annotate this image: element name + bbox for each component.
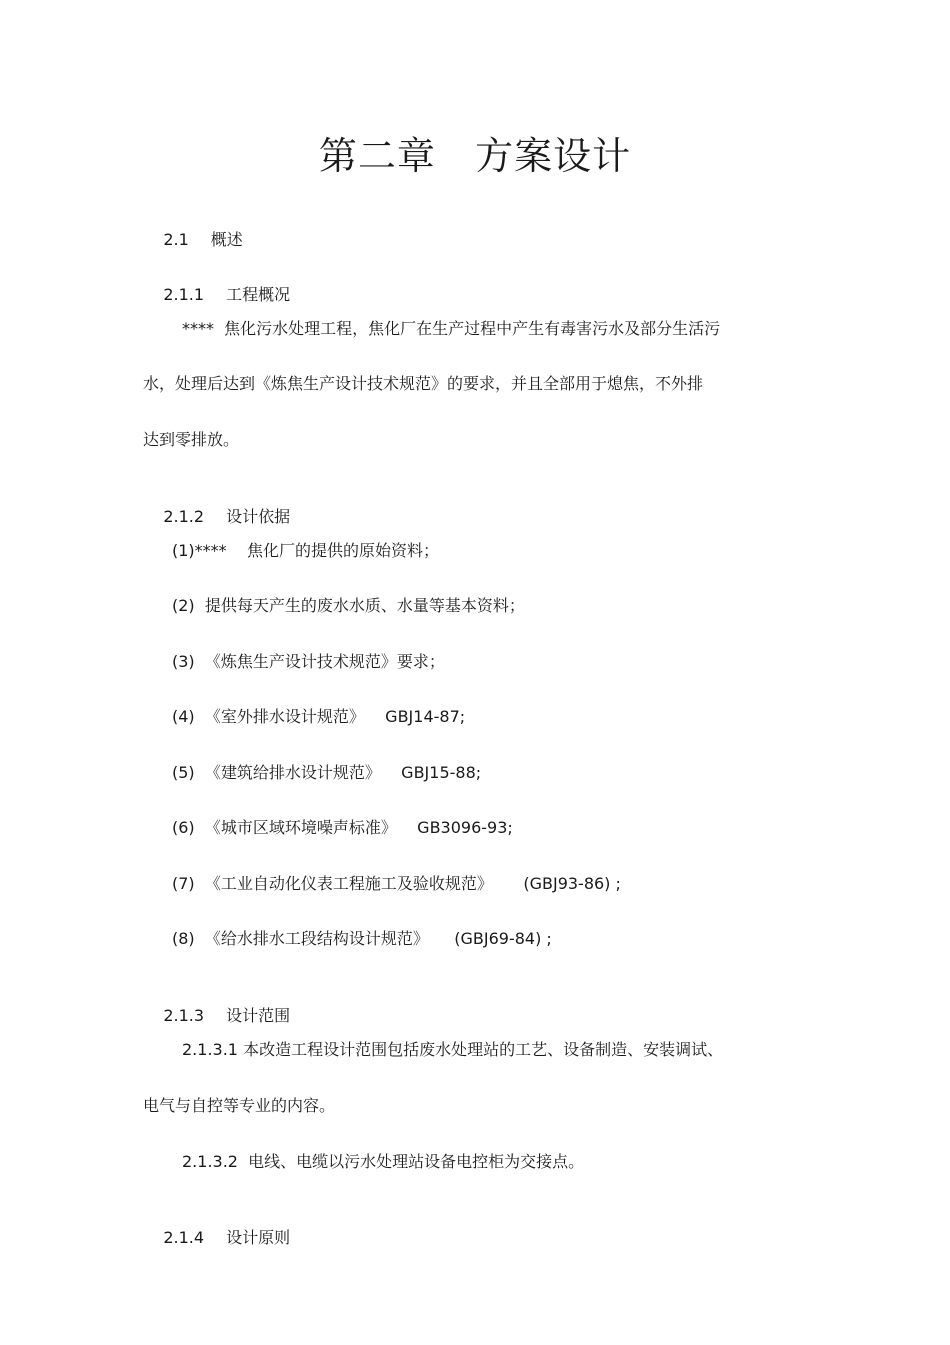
basis-item: (3) 《炼焦生产设计技术规范》要求； <box>172 652 445 671</box>
section-number: 2.1.3 <box>163 1006 205 1025</box>
section-title: 概述 <box>210 230 243 249</box>
section-title: 设计依据 <box>226 507 291 526</box>
section-number: 2.1.1 <box>163 285 205 304</box>
section-number: 2.1.2 <box>163 507 205 526</box>
scope-paragraph-1-line-1: 2.1.3.1 本改造工程设计范围包括废水处理站的工艺、设备制造、安装调试、 <box>182 1040 724 1059</box>
section-title: 设计原则 <box>226 1228 291 1247</box>
overview-paragraph-line-1: **** 焦化污水处理工程，焦化厂在生产过程中产生有毒害污水及部分生活污 <box>182 319 721 338</box>
scope-paragraph-1-line-2: 电气与自控等专业的内容。 <box>143 1096 336 1115</box>
chapter-title: 第二章 方案设计 <box>318 134 632 178</box>
section-heading-2-1-4 <box>143 1205 290 1271</box>
section-number: 2.1.4 <box>163 1228 205 1247</box>
basis-item: (6) 《城市区域环境噪声标准》 GB3096-93; <box>172 818 513 837</box>
scope-paragraph-2: 2.1.3.2 电线、电缆以污水处理站设备电控柜为交接点。 <box>182 1152 585 1171</box>
overview-paragraph-line-3: 达到零排放。 <box>143 430 240 449</box>
basis-item: (8) 《给水排水工段结构设计规范》 (GBJ69-84) ; <box>172 929 552 948</box>
basis-item: (5) 《建筑给排水设计规范》 GBJ15-88; <box>172 763 482 782</box>
basis-item: (7) 《工业自动化仪表工程施工及验收规范》 (GBJ93-86) ; <box>172 874 621 893</box>
basis-item: (2) 提供每天产生的废水水质、水量等基本资料； <box>172 596 525 615</box>
basis-item: (4) 《室外排水设计规范》 GBJ14-87; <box>172 707 466 726</box>
section-title: 工程概况 <box>226 285 291 304</box>
section-title: 设计范围 <box>226 1006 291 1025</box>
basis-item: (1)**** 焦化厂的提供的原始资料； <box>172 541 440 560</box>
section-number: 2.1 <box>163 230 189 249</box>
overview-paragraph-line-2: 水，处理后达到《炼焦生产设计技术规范》的要求，并且全部用于熄焦，不外排 <box>143 374 704 393</box>
